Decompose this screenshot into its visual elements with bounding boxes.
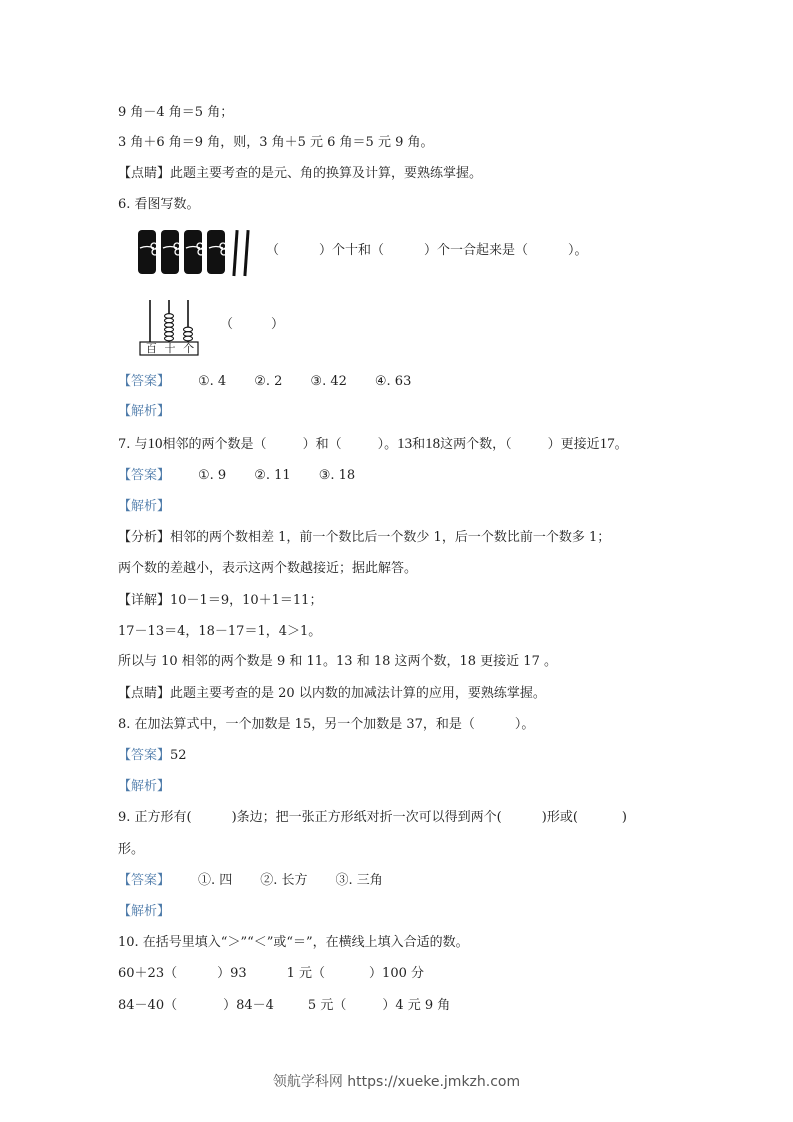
xiangjie-label: 【详解】 bbox=[118, 593, 171, 608]
answer-item: ①. 9 bbox=[198, 468, 227, 483]
answer-item: ①. 4 bbox=[198, 374, 227, 389]
text: 8. 在加法算式中，一个加数是 15，另一个加数是 37，和是（ bbox=[118, 717, 475, 732]
text: 84－40（ bbox=[118, 998, 178, 1013]
number: 17 bbox=[599, 436, 615, 452]
stick-bundles-figure bbox=[134, 226, 254, 278]
paren-close: ） bbox=[271, 317, 285, 332]
dianjing-label: 【点睛】 bbox=[118, 166, 171, 181]
text: 5 元（ bbox=[307, 998, 347, 1013]
xiangjie-line bbox=[118, 592, 322, 610]
abacus-figure bbox=[138, 298, 200, 356]
text: )条边；把一张正方形纸对折一次可以得到两个( bbox=[231, 810, 502, 825]
text: ）93 bbox=[217, 966, 247, 981]
text: ）个十和（ bbox=[319, 243, 385, 258]
dianjing-text: 此题主要考查的是元、角的换算及计算，要熟练掌握。 bbox=[170, 166, 483, 181]
question-9-title bbox=[118, 809, 627, 827]
text: 这两个数，（ bbox=[440, 437, 512, 452]
fenxi-label: 【分析】 bbox=[118, 530, 171, 545]
text: ）。 bbox=[514, 717, 535, 732]
question-8-answer bbox=[118, 747, 187, 765]
answer-item: ③. 42 bbox=[310, 374, 347, 389]
dianjing-line bbox=[118, 165, 482, 183]
paren-open: （ bbox=[220, 317, 234, 332]
text: )形或( bbox=[541, 810, 578, 825]
text-line: 形。 bbox=[118, 842, 145, 857]
answer-item: ②. 11 bbox=[254, 468, 291, 483]
question-10-row1 bbox=[118, 965, 424, 983]
text-line: 两个数的差越小，表示这两个数越接近；据此解答。 bbox=[118, 561, 418, 576]
text: 9. 正方形有( bbox=[118, 810, 192, 825]
analysis-label: 【解析】 bbox=[118, 904, 171, 919]
question-6-row2 bbox=[220, 316, 284, 334]
number: 18 bbox=[425, 436, 441, 452]
answer-label: 【答案】 bbox=[118, 374, 171, 389]
number: 10 bbox=[147, 436, 163, 452]
question-10-row2 bbox=[118, 997, 450, 1015]
fenxi-text: 相邻的两个数相差 1，前一个数比后一个数少 1，后一个数比前一个数多 1； bbox=[170, 530, 611, 545]
place-label-hundreds: 百 bbox=[145, 342, 157, 355]
stick-bundles-icon bbox=[134, 226, 254, 278]
text: ）和（ bbox=[302, 437, 342, 452]
fenxi-line bbox=[118, 529, 610, 547]
text: 。 bbox=[614, 437, 628, 452]
answer-item: ②. 长方 bbox=[260, 873, 308, 888]
place-label-tens: 十 bbox=[164, 342, 176, 355]
question-10-title: 10. 在括号里填入“＞”“＜”或“＝”，在横线上填入合适的数。 bbox=[118, 935, 469, 950]
answer-item: ②. 2 bbox=[254, 374, 283, 389]
answer-item: ①. 四 bbox=[198, 873, 233, 888]
question-6-row1 bbox=[266, 242, 588, 260]
text: ）84－4 bbox=[223, 998, 274, 1013]
analysis-label: 【解析】 bbox=[118, 779, 171, 794]
analysis-label: 【解析】 bbox=[118, 404, 171, 419]
text: ）100 分 bbox=[369, 966, 424, 981]
text: ) bbox=[621, 810, 627, 825]
question-6-answer bbox=[118, 373, 411, 391]
number: 13 bbox=[397, 436, 413, 452]
answer-item: ③. 18 bbox=[318, 468, 356, 483]
answer-label: 【答案】 bbox=[118, 468, 171, 483]
dianjing-label: 【点睛】 bbox=[118, 686, 171, 701]
text: 相邻的两个数是（ bbox=[162, 437, 267, 452]
answer-label: 【答案】 bbox=[118, 873, 171, 888]
question-9-answer bbox=[118, 872, 383, 890]
answer-item: ③. 三角 bbox=[335, 873, 383, 888]
text-line: 17－13＝4，18－17＝1，4＞1。 bbox=[118, 624, 322, 639]
text: 1 元（ bbox=[286, 966, 326, 981]
text-line: 9 角－4 角＝5 角； bbox=[118, 105, 234, 120]
abacus-place-labels bbox=[142, 342, 198, 355]
question-7-answer bbox=[118, 467, 355, 485]
question-6-title: 6. 看图写数。 bbox=[118, 197, 200, 212]
question-8-title bbox=[118, 716, 534, 734]
text: ）个一合起来是（ bbox=[424, 243, 529, 258]
paren-open: （ bbox=[266, 243, 280, 258]
dianjing-text: 此题主要考查的是 20 以内数的加减法计算的应用，要熟练掌握。 bbox=[170, 686, 546, 701]
answer-item: ④. 63 bbox=[374, 374, 412, 389]
xiangjie-text: 10－1＝9，10＋1＝11； bbox=[170, 593, 323, 608]
answer-label: 【答案】 bbox=[118, 748, 171, 763]
text: ）更接近 bbox=[547, 437, 600, 452]
text: 和 bbox=[412, 437, 426, 452]
text: 7. 与 bbox=[118, 437, 148, 452]
dianjing-line bbox=[118, 685, 546, 703]
analysis-label: 【解析】 bbox=[118, 499, 171, 514]
place-label-ones: 个 bbox=[183, 342, 195, 355]
text-line: 所以与 10 相邻的两个数是 9 和 11。13 和 18 这两个数，18 更接近 17 。 bbox=[118, 654, 557, 669]
text: ）。 bbox=[377, 437, 398, 452]
text-line: 3 角＋6 角＝9 角，则，3 角＋5 元 6 角＝5 元 9 角。 bbox=[118, 135, 434, 150]
text: 60＋23（ bbox=[118, 966, 178, 981]
question-7-title bbox=[118, 435, 628, 454]
text: ）。 bbox=[568, 243, 588, 258]
text: ）4 元 9 角 bbox=[382, 998, 451, 1013]
footer-watermark: 领航学科网 https://xueke.jmkzh.com bbox=[272, 1074, 521, 1090]
answer-value: 52 bbox=[170, 748, 187, 763]
